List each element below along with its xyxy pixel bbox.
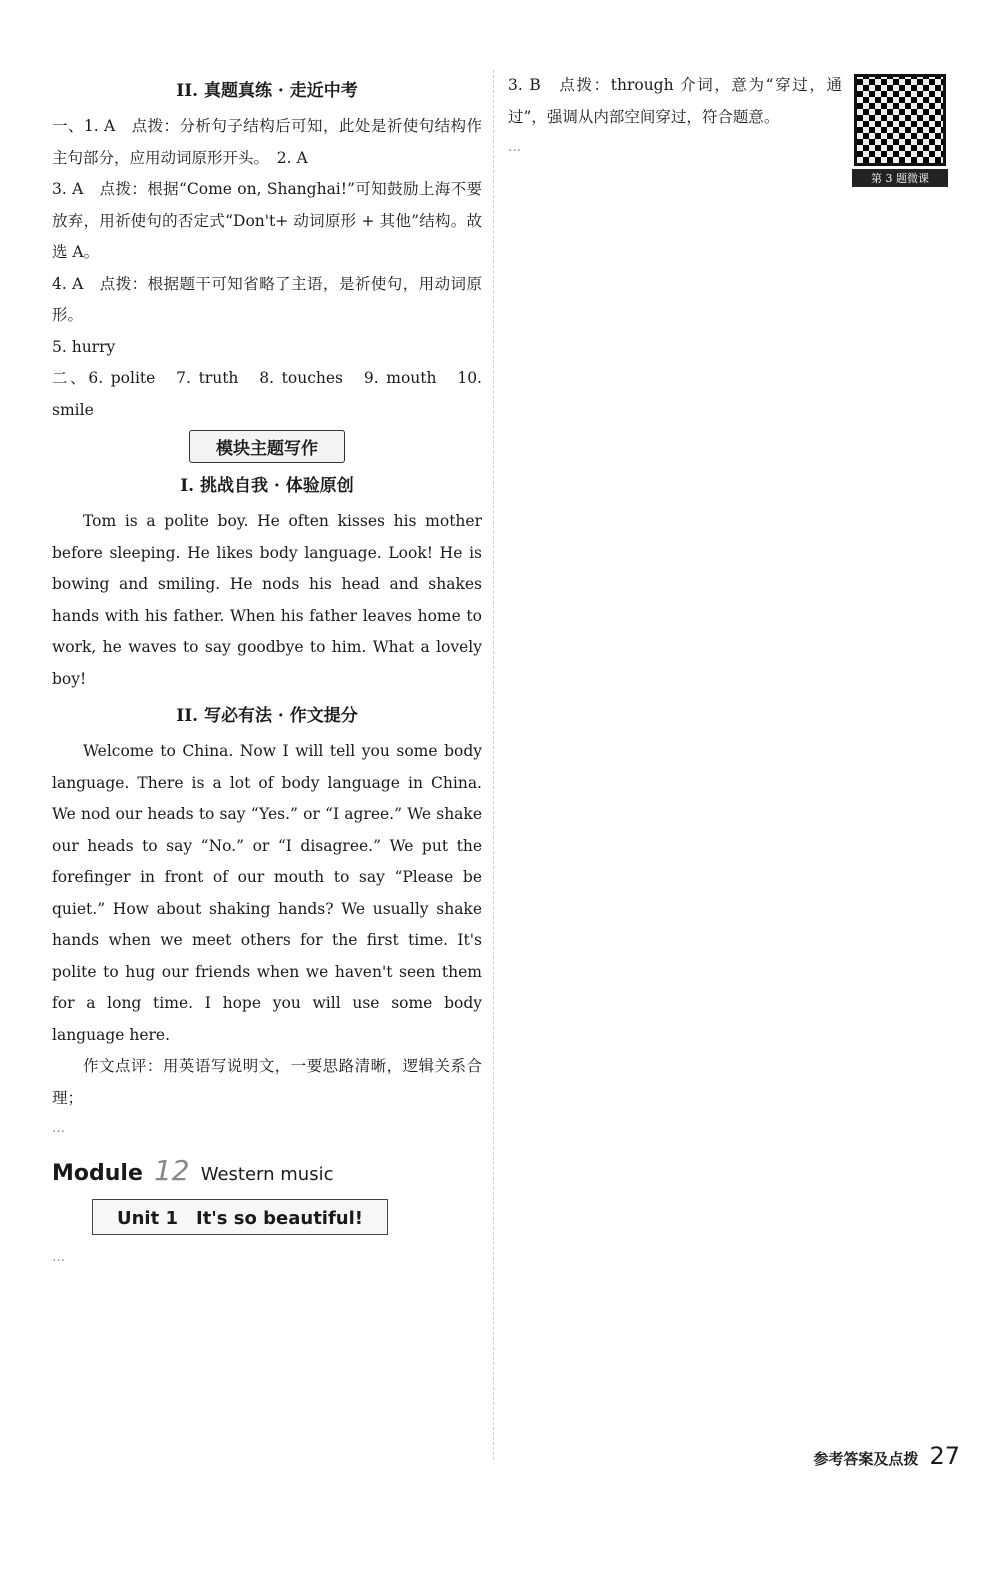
left-column xyxy=(52,70,482,1279)
omitted-text-note: … xyxy=(52,1121,65,1136)
answer-line: 二、6. polite 7. truth 8. touches 9. mouth 10. smile xyxy=(52,369,482,419)
module-number: 12 xyxy=(153,1154,190,1187)
answer-line: 一、1. A 点拨：分析句子结构后可知，此处是祈使句结构作主句部分，应用动词原形开头。 2. A xyxy=(52,117,482,167)
module-header xyxy=(52,1154,482,1187)
answer-line: 3. A 点拨：根据“Come on, Shanghai!”可知鼓励上海不要放弃，用祈使句的否定式“Don't+ 动词原形 + 其他”结构。故选 A。 xyxy=(52,180,482,261)
right-column xyxy=(508,70,948,193)
section-title-writing-method: II. 写必有法 · 作文提分 xyxy=(176,706,358,726)
answer-line: 3. B 点拨：through 介词，意为“穿过，通过”，强调从内部空间穿过，符合题意。 xyxy=(508,76,842,126)
writing-section-header xyxy=(52,430,482,463)
essay-paragraph: Tom is a polite boy. He often kisses his mother before sleeping. He likes body language. Look! He is bowing and smiling. He nods his head and shakes hands with his father. When his father leaves home to work, he waves to say goodbye to him. What a lovely boy! xyxy=(52,512,482,688)
qr-code[interactable] xyxy=(852,74,948,187)
section-title-challenge: I. 挑战自我 · 体验原创 xyxy=(180,476,354,496)
section-title-zhenti: II. 真题真练 · 走近中考 xyxy=(176,81,358,101)
unit-title: Unit 1 It's so beautiful! xyxy=(92,1199,388,1235)
module-name: Western music xyxy=(200,1164,334,1185)
module-word: Module xyxy=(52,1161,143,1186)
qr-caption: 第 3 题微课 xyxy=(852,169,948,187)
page-footer xyxy=(760,1442,960,1470)
omitted-text-note: … xyxy=(508,140,521,155)
qr-code-image xyxy=(854,74,946,166)
omitted-text-note: … xyxy=(52,1250,65,1265)
writing-header-label: 模块主题写作 xyxy=(189,430,345,463)
essay-paragraph: Welcome to China. Now I will tell you some body language. There is a lot of body language in China. We nod our heads to say “Yes.” or “I agree.” We shake our heads to say “No.” or “I disagree.” We put the forefinger in front of our mouth to say “Please be quiet.” How about shaking hands? We usually shake hands when we meet others for the first time. It's polite to hug our friends when we haven't seen them for a long time. I hope you will use some body language here. xyxy=(52,742,482,1044)
answer-line: 5. hurry xyxy=(52,337,116,356)
answer-line: 4. A 点拨：根据题干可知省略了主语，是祈使句，用动词原形。 xyxy=(52,274,482,324)
page-number: 27 xyxy=(929,1442,960,1470)
column-divider xyxy=(493,70,494,1460)
commentary-paragraph: 作文点评：用英语写说明文，一要思路清晰，逻辑关系合理； xyxy=(52,1057,482,1107)
footer-text: 参考答案及点拨 xyxy=(813,1450,919,1468)
